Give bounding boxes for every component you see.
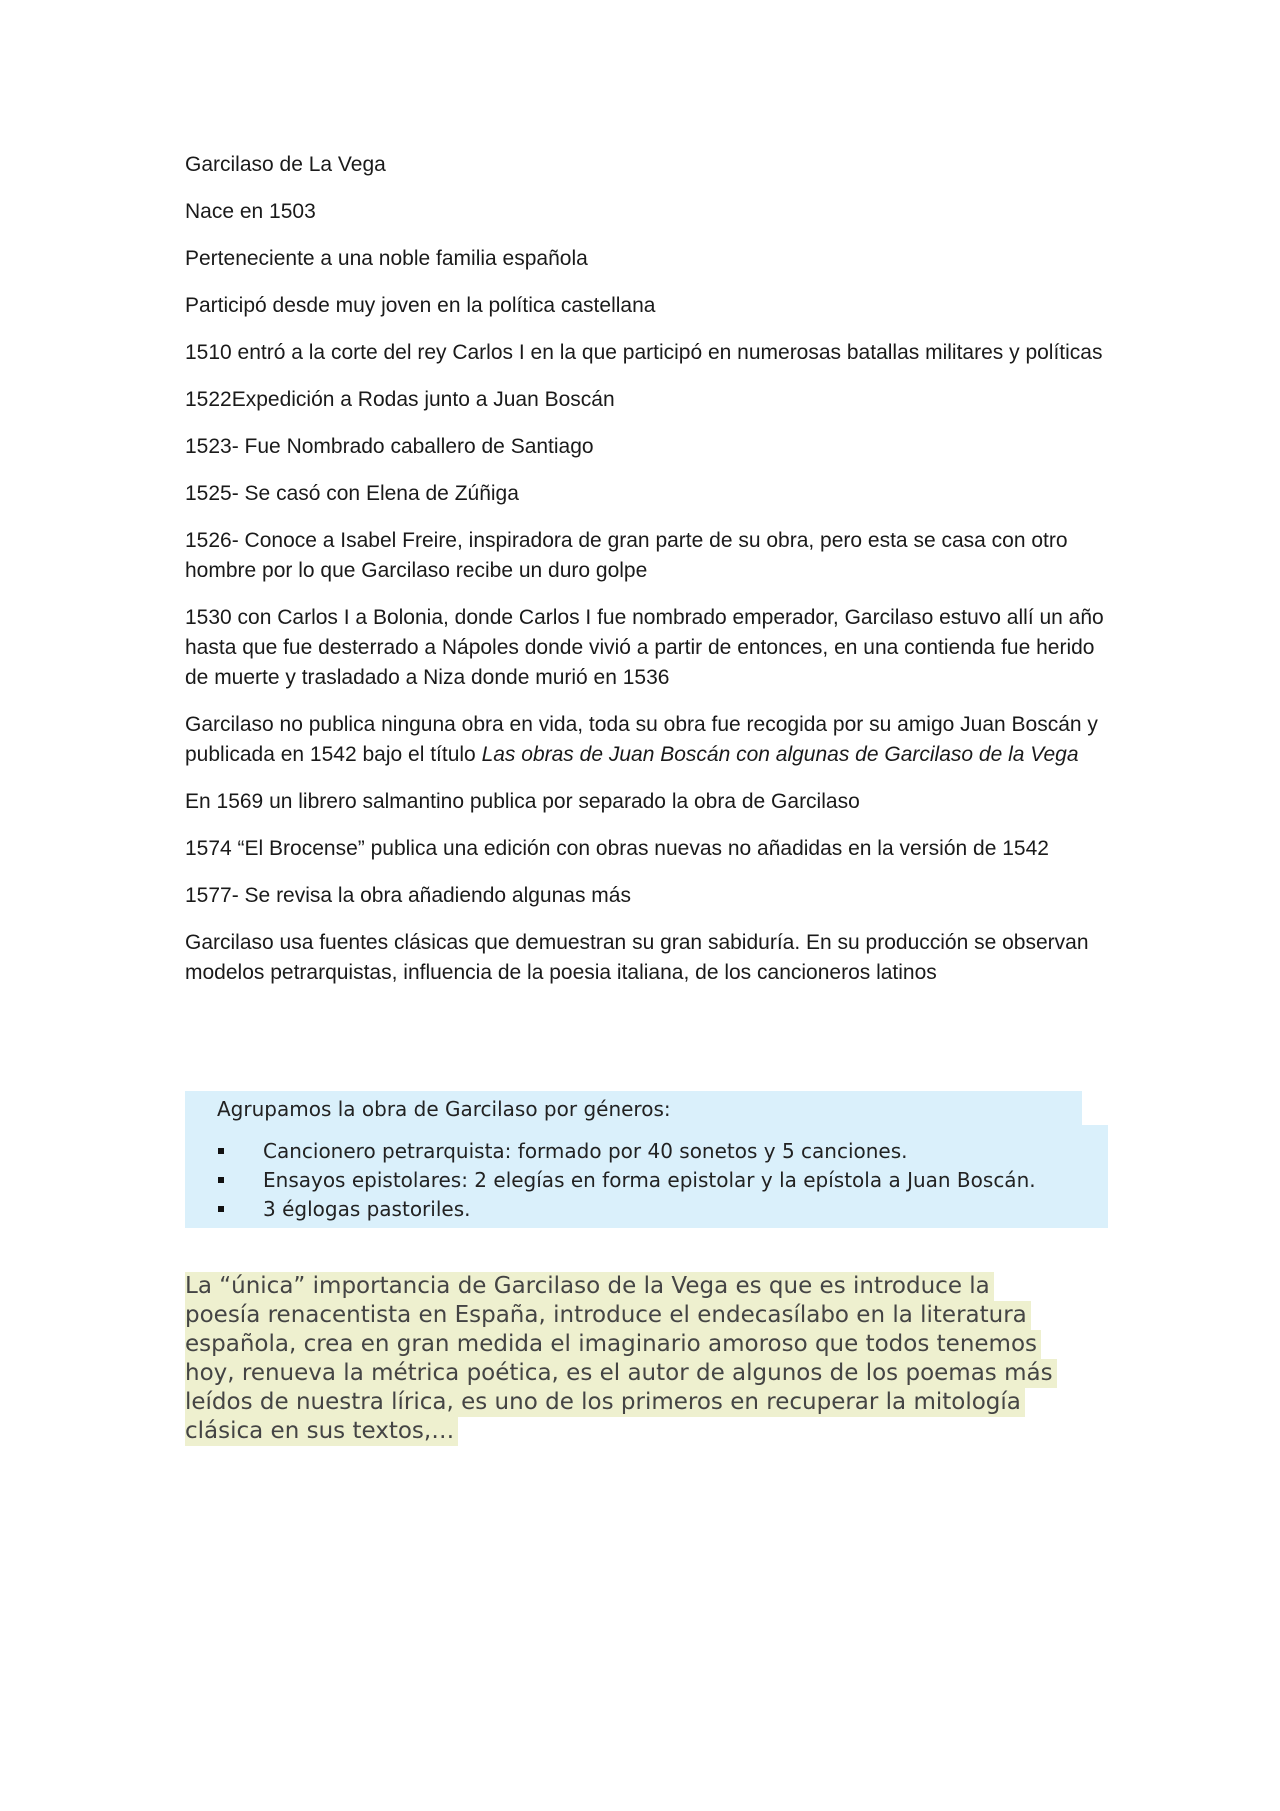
publication-text: Garcilaso no publica ninguna obra en vida, toda su obra fue recogida por su amigo Juan Boscán y publicada en 1542 bajo el título bbox=[185, 713, 1098, 766]
importance-paragraph bbox=[185, 1272, 1110, 1446]
square-bullet-icon bbox=[218, 1148, 224, 1154]
highlighted-line: La “única” importancia de Garcilaso de la Vega es que es introduce la bbox=[185, 1272, 994, 1301]
square-bullet-icon bbox=[218, 1206, 224, 1212]
paragraph: Perteneciente a una noble familia española bbox=[185, 247, 588, 270]
paragraph: Nace en 1503 bbox=[185, 200, 316, 223]
highlighted-line: hoy, renueva la métrica poética, es el autor de algunos de los poemas más bbox=[185, 1359, 1057, 1388]
paragraph: 1510 entró a la corte del rey Carlos I en la que participó en numerosas batallas militares y políticas bbox=[185, 341, 1103, 364]
genres-box bbox=[185, 1091, 1108, 1228]
document-title: Garcilaso de La Vega bbox=[185, 153, 386, 176]
paragraph: 1577- Se revisa la obra añadiendo algunas más bbox=[185, 884, 631, 907]
genres-title: Agrupamos la obra de Garcilaso por géneros: bbox=[217, 1097, 671, 1121]
paragraph: 1525- Se casó con Elena de Zúñiga bbox=[185, 482, 519, 505]
paragraph: 1526- Conoce a Isabel Freire, inspiradora de gran parte de su obra, pero esta se casa con otro hombre por lo que Garcilaso recibe un duro golpe bbox=[185, 529, 1068, 582]
list-item bbox=[185, 1195, 1036, 1224]
list-item-text: Cancionero petrarquista: formado por 40 sonetos y 5 canciones. bbox=[263, 1139, 908, 1163]
paragraph: 1574 “El Brocense” publica una edición con obras nuevas no añadidas en la versión de 1542 bbox=[185, 837, 1049, 860]
list-item bbox=[185, 1166, 1036, 1195]
genres-list bbox=[185, 1137, 1036, 1224]
list-item-text: Ensayos epistolares: 2 elegías en forma epistolar y la epístola a Juan Boscán. bbox=[263, 1168, 1036, 1192]
square-bullet-icon bbox=[218, 1177, 224, 1183]
paragraph: Participó desde muy joven en la política castellana bbox=[185, 294, 656, 317]
book-title: Las obras de Juan Boscán con algunas de Garcilaso de la Vega bbox=[481, 743, 1079, 766]
paragraph: 1522Expedición a Rodas junto a Juan Boscán bbox=[185, 388, 615, 411]
highlighted-line: leídos de nuestra lírica, es uno de los primeros en recuperar la mitología bbox=[185, 1388, 1025, 1417]
paragraph: 1530 con Carlos I a Bolonia, donde Carlos I fue nombrado emperador, Garcilaso estuvo allí un año hasta que fue desterrado a Nápoles donde vivió a partir de entonces, en una contienda fue herido de muerte y trasladado a Niza donde murió en 1536 bbox=[185, 606, 1104, 689]
list-item-text: 3 églogas pastoriles. bbox=[263, 1197, 471, 1221]
biography-section bbox=[185, 150, 1110, 1005]
paragraph: En 1569 un librero salmantino publica por separado la obra de Garcilaso bbox=[185, 790, 860, 813]
highlighted-line: clásica en sus textos,… bbox=[185, 1417, 458, 1446]
highlighted-line: española, crea en gran medida el imaginario amoroso que todos tenemos bbox=[185, 1330, 1041, 1359]
paragraph: Garcilaso usa fuentes clásicas que demuestran su gran sabiduría. En su producción se observan modelos petrarquistas, influencia de la poesia italiana, de los cancioneros latinos bbox=[185, 931, 1089, 984]
list-item bbox=[185, 1137, 1036, 1166]
highlighted-line: poesía renacentista en España, introduce el endecasílabo en la literatura bbox=[185, 1301, 1031, 1330]
publication-paragraph bbox=[185, 710, 1110, 770]
paragraph: 1523- Fue Nombrado caballero de Santiago bbox=[185, 435, 594, 458]
